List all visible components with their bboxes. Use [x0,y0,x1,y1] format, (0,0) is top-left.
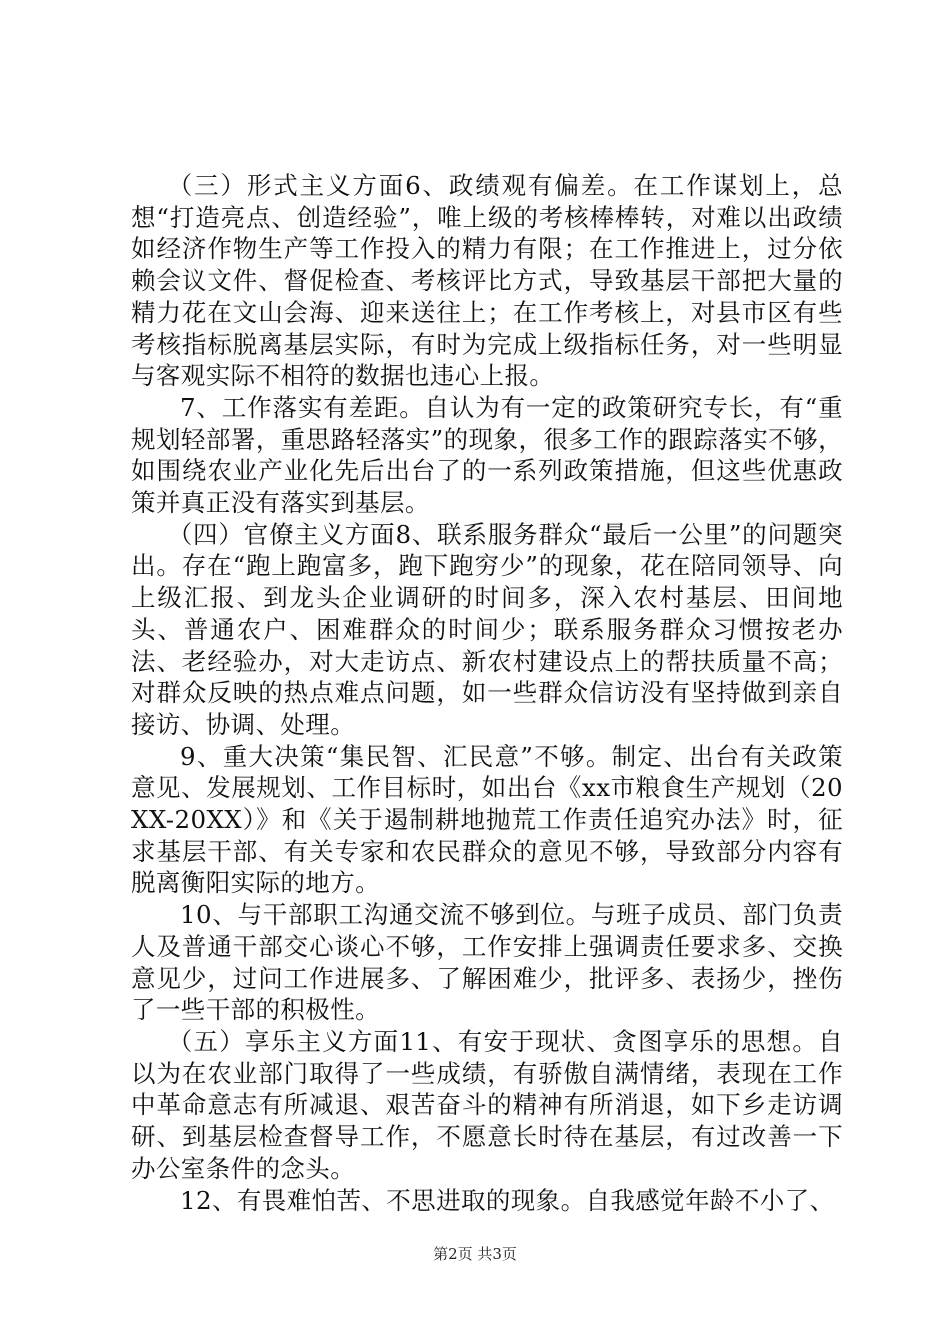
page-footer: 第2页 共3页 [433,1245,517,1263]
paragraph-major-decisions: 9、重大决策“集民智、汇民意”不够。制定、出台有关政策意见、发展规划、工作目标时，如出台《xx市粮食生产规划（20XX-20XX）》和《关于遏制耕地抛荒工作责任追究办法》时，征求基层干部、有关专家和农民群众的意见不够，导致部分内容有脱离衡阳实际的地方。 [131,741,843,898]
document-body [131,170,843,1216]
paragraph-bureaucracy: （四）官僚主义方面8、联系服务群众“最后一公里”的问题突出。存在“跑上跑富多，跑下跑穷少”的现象，花在陪同领导、向上级汇报、到龙头企业调研的时间多，深入农村基层、田间地头、普通农户、困难群众的时间少；联系服务群众习惯按老办法、老经验办，对大走访点、新农村建设点上的帮扶质量不高；对群众反映的热点难点问题，如一些群众信访没有坚持做到亲自接访、协调、处理。 [131,519,843,739]
paragraph-communication: 10、与干部职工沟通交流不够到位。与班子成员、部门负责人及普通干部交心谈心不够，工作安排上强调责任要求多、交换意见少，过问工作进展多、了解困难少，批评多、表扬少，挫伤了一些干部的积极性。 [131,900,843,1025]
paragraph-work-implementation: 7、工作落实有差距。自认为有一定的政策研究专长，有“重规划轻部署，重思路轻落实”的现象，很多工作的跟踪落实不够，如围绕农业产业化先后出台了的一系列政策措施，但这些优惠政策并真正没有落实到基层。 [131,392,843,518]
paragraph-hedonism: （五）享乐主义方面11、有安于现状、贪图享乐的思想。自以为在农业部门取得了一些成绩，有骄傲自满情绪，表现在工作中革命意志有所减退、艰苦奋斗的精神有所消退，如下乡走访调研、到基层检查督导工作，不愿意长时待在基层，有过改善一下办公室条件的念头。 [131,1026,843,1183]
paragraph-formalism: （三）形式主义方面6、政绩观有偏差。在工作谋划上，总想“打造亮点、创造经验”，唯上级的考核棒棒转，对难以出政绩如经济作物生产等工作投入的精力有限；在工作推进上，过分依赖会议文件、督促检查、考核评比方式，导致基层干部把大量的精力花在文山会海、迎来送往上；在工作考核上，对县市区有些考核指标脱离基层实际，有时为完成上级指标任务，对一些明显与客观实际不相符的数据也违心上报。 [131,171,843,391]
paragraph-fear-of-hardship: 12、有畏难怕苦、不思进取的现象。自我感觉年龄不小了、 [180,1185,835,1215]
